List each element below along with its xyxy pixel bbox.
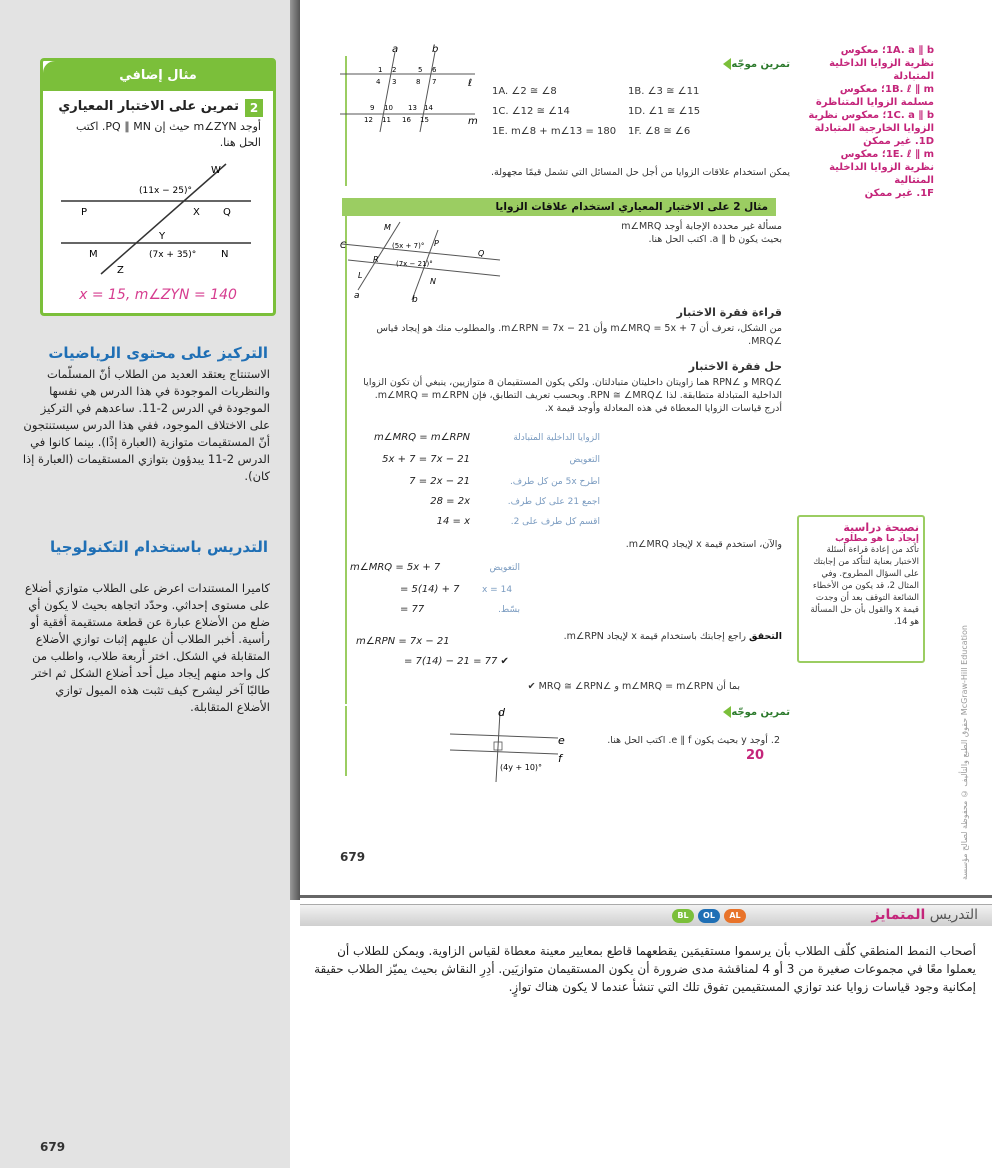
pill-bl: BL (672, 909, 694, 923)
guided-practice-2-label: تمرين موجّه (700, 706, 790, 718)
svg-text:7: 7 (432, 78, 437, 86)
focus-heading: التركيز على محتوى الرياضيات (48, 344, 268, 362)
svg-text:1: 1 (378, 66, 383, 74)
study-tip (797, 515, 925, 663)
answer-1b: 1B. ℓ ∥ m؛ معكوس مسلمة الزوايا المتناظرة (815, 84, 934, 108)
transversal-figure-1 (340, 44, 480, 134)
tip-subtitle: إيجاد ما هو مطلوب (835, 534, 919, 544)
transversal-figure-2 (340, 220, 505, 304)
step2-2-eq: = 5(14) + 7 (400, 584, 460, 595)
example-question: مسألة غير محددة الإجابة أوجد m∠MRQ بحيث يكون a ∥ b. اكتب الحل هنا. (621, 221, 782, 245)
svg-text:8: 8 (416, 78, 421, 86)
tech-text: كاميرا المستندات اعرض على الطلاب متوازي أضلاع على مستوى إحداثي. وحدّد اتجاهه بحيث لا يكون أي ضلع من الأضلاع عبارة عن قطعة مستقيمة أفقية أو رأسية. أخبر الطلاب أن عليهم إثبات توازي الأضلاع المتقابلة في الشكل. اختر أربعة طلاب، واطلب من كل واحد منهم إيجاد ميل أحد أضلاع الشكل ثم اختر طالبًا آخر ليشرح كيف تثبت هذه الميول توازي الأضلاع المتقابلة. (24, 581, 270, 714)
svg-text:(5x + 7)°: (5x + 7)° (392, 242, 425, 250)
intro-line: يمكن استخدام علاقات الزوايا من أجل حل المسائل التي تشمل قيمًا مجهولة. (491, 167, 790, 178)
book-page-number: 679 (340, 850, 366, 864)
step-1-reason: الزوايا الداخلية المتبادلة (513, 433, 600, 443)
additional-example-card (40, 58, 276, 316)
svg-text:(7x − 21)°: (7x − 21)° (396, 260, 433, 268)
svg-text:d: d (498, 706, 505, 719)
step-5-eq: 14 = x (436, 516, 470, 527)
read-text: من الشكل، تعرف أن m∠MRQ = 5x + 7 وأن m∠RPN = 7x − 21. والمطلوب منك هو إيجاد قياس ∠MRQ. (376, 323, 782, 347)
answer-1d: 1D. غير ممكن (863, 136, 934, 147)
card-title: تمرين على الاختبار المعياري (58, 99, 239, 114)
svg-text:6: 6 (432, 66, 437, 74)
svg-text:9: 9 (370, 104, 375, 112)
step2-1-reason: التعويض (489, 563, 520, 573)
svg-text:12: 12 (364, 116, 373, 124)
check-eq-2: = 7(14) − 21 = 77 ✔ (404, 656, 509, 667)
svg-text:16: 16 (402, 116, 411, 124)
svg-text:L: L (358, 271, 363, 280)
svg-text:C: C (340, 241, 347, 251)
svg-text:M: M (384, 223, 391, 232)
svg-text:ℓ: ℓ (468, 78, 473, 89)
side-credit: حقوق الطبع والتأليف © محفوظة لصالح مؤسسة McGraw-Hill Education (960, 625, 969, 880)
guided-2-rule (345, 706, 347, 776)
now-line: والآن، استخدم قيمة x لإيجاد m∠MRQ. (625, 539, 782, 550)
pill-al: AL (724, 909, 746, 923)
svg-text:a: a (392, 44, 399, 55)
label-Q: Q (223, 207, 231, 218)
svg-text:e: e (558, 734, 565, 747)
svg-text:P: P (434, 239, 439, 248)
teacher-margin (0, 0, 290, 1168)
exercise-1b: 1B. ∠3 ≅ ∠11 (628, 86, 700, 97)
exercise-1c: 1C. ∠12 ≅ ∠14 (492, 106, 570, 117)
label-P: P (81, 207, 88, 218)
label-X: X (193, 207, 200, 218)
svg-text:14: 14 (424, 104, 433, 112)
step2-3-eq: = 77 (400, 604, 425, 615)
card-answer: x = 15, m∠ZYN = 140 (79, 287, 237, 303)
check-eq-1: m∠RPN = 7x − 21 (356, 636, 450, 647)
guided-2-question: 2. أوجد y بحيث يكون e ∥ f. اكتب الحل هنا. (607, 735, 780, 746)
book-spine-shadow (290, 0, 300, 900)
check-final: بما أن m∠MRQ = m∠RPN و ∠MRQ ≅ ∠RPN ✔ (527, 681, 740, 692)
solve-text: ∠MRQ و ∠RPN هما زاويتان داخليتان متبادلتان. ولكي يكون المستقيمان a متوازيين، ينبغي أن تكون الزوايا الداخلية المتبادلة متطابقة. لذا ∠RPN ≅ ∠MRQ. وبحسب تعريف التطابق، فإن m∠MRQ = m∠RPN. أدرج قياسات الزوايا المعطاة في هذه المعادلة وأوجد قيمة x. (363, 377, 782, 414)
card-text: أوجد m∠ZYN حيث إن PQ ∥ MN. اكتب الحل هنا. (76, 120, 261, 149)
check-label: التحقق (749, 631, 782, 642)
differentiated-instruction-band (300, 904, 992, 926)
answer-1a: 1A. a ∥ b؛ معكوس نظرية الزوايا الداخلية المتبادلة (829, 45, 934, 82)
exercise-1a: 1A. ∠2 ≅ ∠8 (492, 86, 557, 97)
card-header: مثال إضافي (43, 61, 273, 91)
left-page-number: 679 (40, 1140, 66, 1154)
example-2-header: مثال 2 على الاختبار المعياري استخدام علاقات الزوايا (342, 198, 776, 216)
check-line (520, 630, 782, 643)
step-4-eq: 28 = 2x (430, 496, 470, 507)
svg-text:5: 5 (418, 66, 423, 74)
svg-text:Q: Q (478, 249, 485, 258)
transversal-figure-3 (440, 706, 570, 786)
step-2-reason: التعويض (569, 455, 600, 465)
exercise-1e: 1E. m∠8 + m∠13 = 180 (492, 126, 617, 137)
guided-practice-label: تمرين موجّه (700, 58, 790, 70)
svg-text:m: m (468, 116, 478, 127)
svg-text:(4y + 10)°: (4y + 10)° (500, 763, 543, 772)
focus-text: الاستنتاج يعتقد العديد من الطلاب أنّ المسلّمات والنظريات الموجودة في هذا الدرس هي نفسها الموجودة في الدرس 2-11. ساعدهم في التركيز على الاختلاف الموجود، ففي هذا الدرس سيستنتجون أنّ المستقيمات متوازية (العبارة إذًا). بينما كانوا في الدرس 2-11 يبدؤون بتوازي المستقيمات (العبارة إذا كان). (22, 367, 270, 483)
exercise-1d: 1D. ∠1 ≅ ∠15 (628, 106, 701, 117)
svg-text:R: R (373, 255, 379, 264)
read-heading: قراءة فقرة الاختبار (676, 306, 782, 319)
differentiated-text: أصحاب النمط المنطقي كلّف الطلاب بأن يرسموا مستقيمَين يقطعهما قاطع بمعايير معينة معطاة لقياس الزاوية. ويمكن للطلاب أن يعملوا معًا في مجموعات صغيرة من 3 أو 4 لمناقشة مدى ضرورة أن يكون المستقيمان متوازيَين. أدِرِ النقاش بحيث يميّز الطلاب حقيقة إمكانية وجود قياسات زوايا عند توازي المستقيمين تفوق تلك التي تنشأ عندما لا يكون هناك توازٍ. (314, 944, 976, 994)
svg-text:3: 3 (392, 78, 397, 86)
svg-text:10: 10 (384, 104, 393, 112)
svg-text:N: N (430, 277, 436, 286)
svg-text:b: b (412, 295, 418, 304)
step2-1-eq: m∠MRQ = 5x + 7 (350, 562, 441, 573)
step-3-reason: اطرح 5x من كل طرف. (509, 477, 600, 487)
svg-text:b: b (432, 44, 439, 55)
solve-heading: حل فقرة الاختبار (688, 360, 782, 373)
top-angle-label: (11x − 25)° (139, 186, 193, 196)
step2-2-reason: x = 14 (482, 585, 513, 595)
exercise-1f: 1F. ∠8 ≅ ∠6 (628, 126, 691, 137)
svg-text:11: 11 (382, 116, 391, 124)
tip-title: نصيحة دراسية (843, 521, 919, 534)
band-title: التدريس المتمايز (871, 907, 978, 923)
svg-text:f: f (558, 752, 562, 765)
svg-text:4: 4 (376, 78, 381, 86)
svg-text:2: 2 (392, 66, 397, 74)
svg-text:15: 15 (420, 116, 429, 124)
check-text: راجع إجابتك باستخدام قيمة x لإيجاد m∠RPN. (563, 631, 747, 642)
step2-3-reason: بسّط. (498, 605, 520, 615)
tech-heading: التدريس باستخدام التكنولوجيا (50, 538, 268, 556)
bottom-angle-label: (7x + 35)° (149, 250, 197, 260)
label-N: N (221, 249, 229, 260)
step-3-eq: 7 = 2x − 21 (409, 476, 470, 487)
parallel-lines-diagram (51, 159, 271, 279)
guided-2-answer: 20 (746, 748, 765, 763)
tip-text: تأكد من إعادة قراءة أسئلة الاختبار بعناية لتتأكد من إجابتك على السؤال المطروح. وفي المثال 2، قد يكون من الأخطاء الشائعة التوقف بعد أن وجدت قيمة x والقول بأن حل المسألة هو 14. (810, 545, 919, 627)
answer-1e: 1E. ℓ ∥ m؛ معكوس نظرية الزوايا الداخلية المتتالية (829, 149, 934, 186)
card-number: 2 (245, 99, 263, 117)
answer-1c: 1C. a ∥ b؛ معكوس نظرية الزوايا الخارجية المتبادلة (808, 110, 934, 134)
step-1-eq: m∠MRQ = m∠RPN (373, 432, 470, 443)
step-2-eq: 5x + 7 = 7x − 21 (382, 454, 470, 465)
step-4-reason: اجمع 21 على كل طرف. (507, 497, 600, 507)
margin-answers (808, 44, 934, 200)
svg-text:13: 13 (408, 104, 417, 112)
pill-ol: OL (698, 909, 720, 923)
label-Z: Z (117, 265, 124, 276)
label-W: W (211, 165, 221, 176)
label-Y: Y (159, 231, 166, 242)
answer-1f: 1F. غير ممكن (864, 188, 934, 199)
label-M: M (89, 249, 98, 260)
svg-text:a: a (354, 291, 360, 301)
step-5-reason: اقسم كل طرف على 2. (510, 517, 600, 527)
